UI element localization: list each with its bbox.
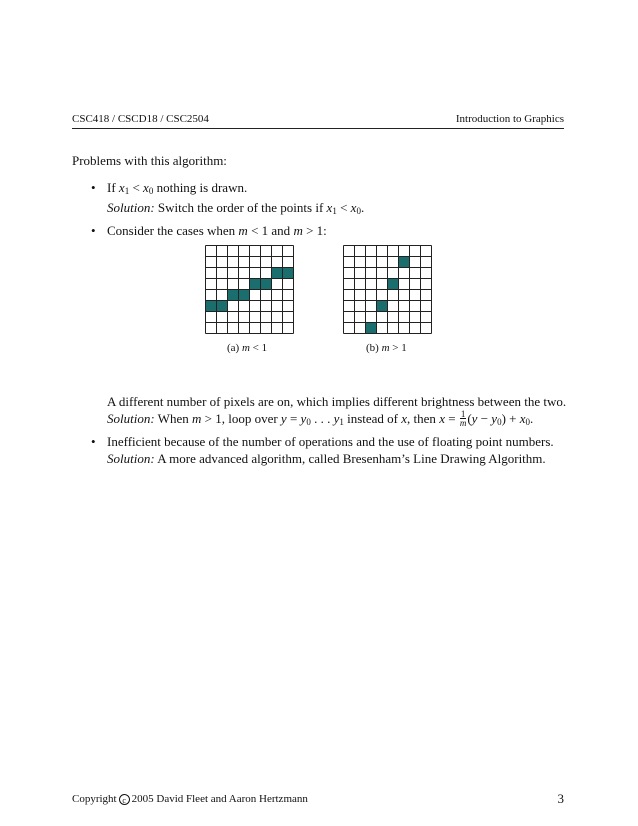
filled-pixel xyxy=(206,301,217,312)
pixel-grid-m-less-than-1 xyxy=(205,245,294,334)
filled-pixel xyxy=(388,279,399,290)
filled-pixel xyxy=(261,279,272,290)
bullet-dot: • xyxy=(91,223,96,238)
header-rule xyxy=(72,128,564,129)
brightness-paragraph xyxy=(107,394,566,430)
filled-pixel xyxy=(239,290,250,301)
header-course-title: Introduction to Graphics xyxy=(455,113,564,125)
filled-pixel xyxy=(377,301,388,312)
page-number: 3 xyxy=(557,791,564,806)
bullet-1-line-1: If $x_1 < x_0$ nothing is drawn. xyxy=(107,180,248,196)
copyright-c-icon: c xyxy=(119,794,130,805)
intro-text: Problems with this algorithm: xyxy=(72,153,227,168)
bullet-1-solution: Solution: Switch the order of the points if $x_1 < x_0$. xyxy=(107,199,365,216)
bullet-dot: • xyxy=(91,434,96,449)
filled-pixel xyxy=(228,290,239,301)
filled-pixel xyxy=(272,268,283,279)
pixel-grid-m-greater-than-1 xyxy=(343,245,432,334)
filled-pixel xyxy=(283,268,294,279)
filled-pixel xyxy=(399,257,410,268)
filled-pixel xyxy=(217,301,228,312)
fraction-one-over-m: $\frac{1}{m}$ xyxy=(459,409,467,429)
bullet-2-line-1: Consider the cases when m < 1 and m > 1: xyxy=(107,223,327,238)
bullet-3-solution: Solution: A more advanced algorithm, called Bresenham’s Line Drawing Algorithm. xyxy=(107,450,546,466)
figure-caption-b: (b) m > 1 xyxy=(366,342,407,354)
copyright-footer: Copyright c 2005 David Fleet and Aaron Hertzmann xyxy=(72,793,308,805)
figure-caption-a: (a) m < 1 xyxy=(227,342,268,354)
paragraph-line-1: A different number of pixels are on, which implies different brightness between the two. xyxy=(107,394,567,409)
filled-pixel xyxy=(250,279,261,290)
header-course-codes: CSC418 / CSCD18 / CSC2504 xyxy=(72,113,209,125)
filled-pixel xyxy=(366,323,377,334)
bullet-3-line-1: Inefficient because of the number of operations and the use of floating point numbers. xyxy=(107,434,554,449)
paragraph-solution: Solution: When m > 1, loop over $y = y_0$ . . . $y_1$ instead of x, then x = $\frac{1}{m}$ $(y - y_0) + x_0$. xyxy=(107,409,534,429)
bullet-dot: • xyxy=(91,180,96,195)
